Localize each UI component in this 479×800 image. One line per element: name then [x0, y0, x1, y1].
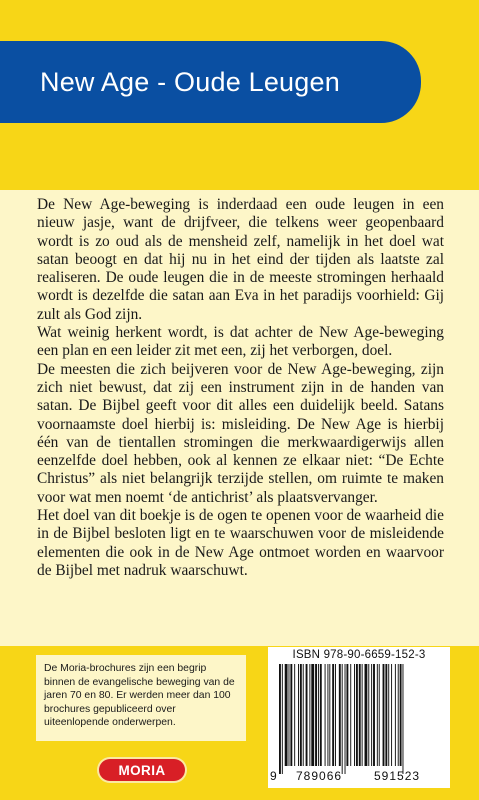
barcode-digits-left: 789066 [296, 769, 343, 783]
barcode-panel [268, 647, 450, 788]
barcode-bar [398, 664, 399, 766]
barcode-bar [362, 664, 363, 766]
barcode-bar [300, 664, 302, 766]
title-banner [0, 41, 421, 123]
barcode-bar [383, 664, 385, 766]
barcode-bar [306, 664, 308, 766]
barcode-bar [354, 664, 355, 766]
barcode-bar [391, 664, 392, 766]
barcode-bar [373, 664, 375, 766]
isbn-label: ISBN 978-90-6659-152-3 [292, 649, 426, 661]
barcode-bar [311, 664, 314, 766]
barcode-bar [289, 664, 290, 766]
barcode-bar [325, 664, 326, 766]
barcode-bar [346, 664, 348, 766]
barcode-bar [403, 664, 404, 774]
publisher-logo: MORIA [99, 759, 185, 781]
barcode-bar [298, 664, 299, 766]
book-title: New Age - Oude Leugen [40, 66, 340, 97]
barcode-bar [285, 664, 288, 766]
barcode-bar [356, 664, 358, 766]
barcode-bar [339, 664, 341, 766]
barcode-bar [279, 664, 281, 774]
blurb-paragraph-3: De meesten die zich beijveren voor de New Age-beweging, zijn zich niet bewust, dat zij een instrument zijn in de handen van satan. De Bijbel geeft voor dit alles een duidelijk beeld. Satans voornaamste doel hierbij is: misleiding. De New Age is hierbij één van de tientallen stromingen die merkwaardigerwijs allen eenzelfde doel hebben, ook al kennen ze elkaar niet: “De Echte Christus” als niet belangrijk terzijde stellen, om ruimte te maken voor wat men noemt ‘de antichrist’ als plaatsvervanger. [37, 360, 444, 506]
barcode-bar [359, 664, 361, 766]
barcode-bar [395, 664, 396, 766]
blurb-paragraph-1: De New Age-beweging is inderdaad een oude leugen in een nieuw jasje, want de drijfveer, die telkens weer geopenbaard wordt is zo oud als de mensheid zelf, namelijk in het doel wat satan beoogt en dat hij nu in het eind der tijden als laatste zal realiseren. De oude leugen die in de meeste stromingen herhaald wordt is dezelfde die satan aan Eva in het paradijs voorhield: Gij zult als God zijn. [37, 196, 444, 323]
barcode-icon [275, 664, 443, 776]
barcode-bar [365, 664, 368, 766]
barcode-bar [303, 664, 304, 766]
barcode-bar [309, 664, 310, 766]
blurb-paragraph-2: Wat weinig herkent wordt, is dat achter de New Age-beweging een plan en een leider zit met een, zij het verborgen, doel. [37, 324, 444, 360]
blurb-paragraph-4: Het doel van dit boekje is de ogen te openen voor de waarheid die in de Bijbel besloten ligt en te waarschuwen voor de misleidende elementen die ook in de New Age ontmoet worden en waarvoor de Bijbel met nadruk waarschuwt. [37, 507, 444, 579]
barcode-bar [294, 664, 295, 766]
barcode-bar [385, 664, 387, 766]
barcode-bar [371, 664, 372, 766]
barcode-digits-right: 591523 [374, 769, 421, 783]
barcode-bar [320, 664, 322, 766]
barcode-bar [388, 664, 389, 766]
barcode-digit-first: 9 [270, 769, 277, 783]
barcode-bar [327, 664, 328, 766]
barcode-bar [368, 664, 369, 766]
barcode-bar [335, 664, 336, 766]
series-info-box: De Moria-brochures zijn een begrip binnen de evangelische beweging van de jaren 70 en 80. Er werden meer dan 100 brochures gepubliceerd over uiteenlopende onderwerpen. [36, 655, 246, 741]
barcode-bar [350, 664, 351, 766]
barcode-bar [345, 664, 346, 774]
barcode-bar [400, 664, 402, 766]
barcode-bar [379, 664, 380, 766]
barcode-bar [342, 664, 343, 774]
barcode-bar [318, 664, 319, 766]
barcode-bar [329, 664, 330, 766]
barcode-bar [332, 664, 334, 766]
barcode-bar [282, 664, 283, 774]
barcode-bar [315, 664, 317, 766]
barcode-bar [290, 664, 292, 766]
back-cover-blurb [37, 196, 444, 580]
barcode-bar [377, 664, 378, 766]
